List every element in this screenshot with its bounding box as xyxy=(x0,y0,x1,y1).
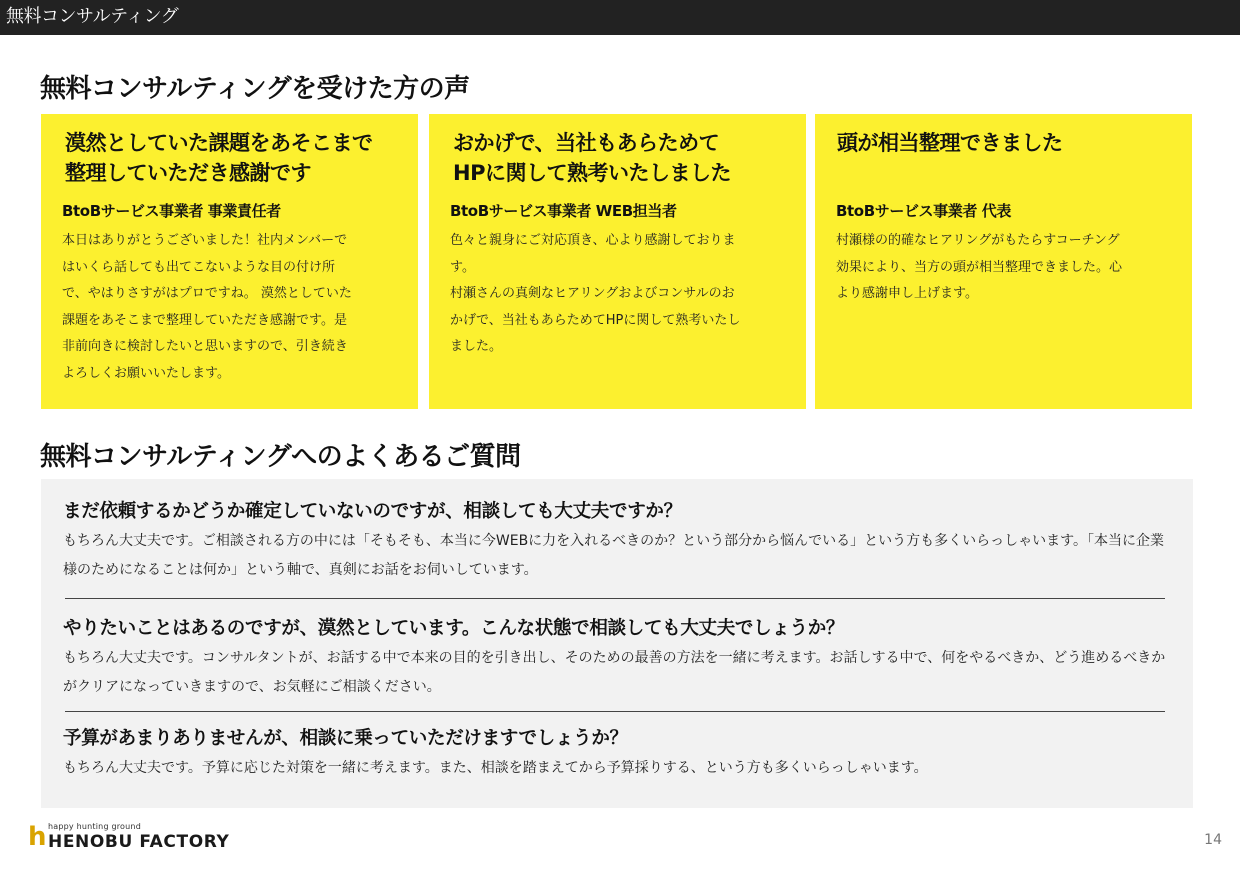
logo-mark: h xyxy=(28,822,47,852)
logo-tagline: happy hunting ground xyxy=(48,822,141,831)
testimonial-body: 村瀬様の的確なヒアリングがもたらすコーチング 効果により、当方の頭が相当整理できました。心 より感謝申し上げます。 xyxy=(836,233,1123,302)
faq-question: 予算があまりありませんが、相談に乗っていただけますでしょうか？ xyxy=(63,728,628,749)
testimonial-card xyxy=(41,114,418,409)
testimonial-author: BtoBサービス事業者 代表 xyxy=(836,202,1011,220)
faq-answer: もちろん大丈夫です。予算に応じた対策を一緒に考えます。また、相談を踏まえてから予算採りする、という方も多くいらっしゃいます。 xyxy=(63,760,928,776)
faq-divider xyxy=(65,711,1165,712)
testimonial-author: BtoBサービス事業者 WEB担当者 xyxy=(450,202,677,220)
faq-item xyxy=(63,497,1173,585)
testimonial-title: おかげで、当社もあらためて HPに関して熟考いたしました xyxy=(453,131,731,185)
faq-item xyxy=(63,724,1173,783)
header-bar xyxy=(0,0,1240,35)
faq-heading: 無料コンサルティングへのよくあるご質問 xyxy=(40,442,521,472)
testimonial-author: BtoBサービス事業者 事業責任者 xyxy=(62,202,281,220)
faq-question: やりたいことはあるのですが、漠然としています。こんな状態で相談しても大丈夫でしょうか？ xyxy=(63,618,845,639)
faq-item xyxy=(63,614,1173,702)
company-logo xyxy=(28,822,248,856)
page-number: 14 xyxy=(1204,832,1222,848)
faq-divider xyxy=(65,598,1165,599)
faq-answer: もちろん大丈夫です。コンサルタントが、お話する中で本来の目的を引き出し、そのための最善の方法を一緒に考えます。お話しする中で、何をやるべきか、どう進めるべきかがクリアになっていきますので、お気軽にご相談ください。 xyxy=(63,650,1166,695)
logo-name: HENOBU FACTORY xyxy=(48,832,230,852)
testimonial-title: 漠然としていた課題をあそこまで 整理していただき感謝です xyxy=(65,131,373,185)
testimonial-body: 色々と親身にご対応頂き、心より感謝しておりま す。 村瀬さんの真剣なヒアリングおよびコンサルのお かげで、当社もあらためてHPに関して熟考いたし ました。 xyxy=(450,233,741,355)
faq-panel xyxy=(41,479,1193,808)
testimonial-card xyxy=(429,114,806,409)
header-title: 無料コンサルティング xyxy=(6,6,179,27)
faq-question: まだ依頼するかどうか確定していないのですが、相談しても大丈夫ですか？ xyxy=(63,501,682,522)
testimonials-heading: 無料コンサルティングを受けた方の声 xyxy=(40,74,470,104)
testimonial-body: 本日はありがとうございました！社内メンバーで はいくら話しても出てこないような目の付け所 で、やはりさすがはプロですね。 漠然としていた 課題をあそこまで整理していただき感謝です。是 非前向きに検討したいと思いますので、引き続き よろしくお願いいたします。 xyxy=(62,233,352,381)
testimonial-cards xyxy=(41,114,1193,409)
testimonial-card xyxy=(815,114,1192,409)
faq-answer: もちろん大丈夫です。ご相談される方の中には「そもそも、本当に今WEBに力を入れるべきのか？という部分から悩んでいる」という方も多くいらっしゃいます。「本当に企業様のためになることは何か」という軸で、真剣にお話をお伺いしています。 xyxy=(63,533,1165,578)
testimonial-title: 頭が相当整理できました xyxy=(837,131,1063,155)
